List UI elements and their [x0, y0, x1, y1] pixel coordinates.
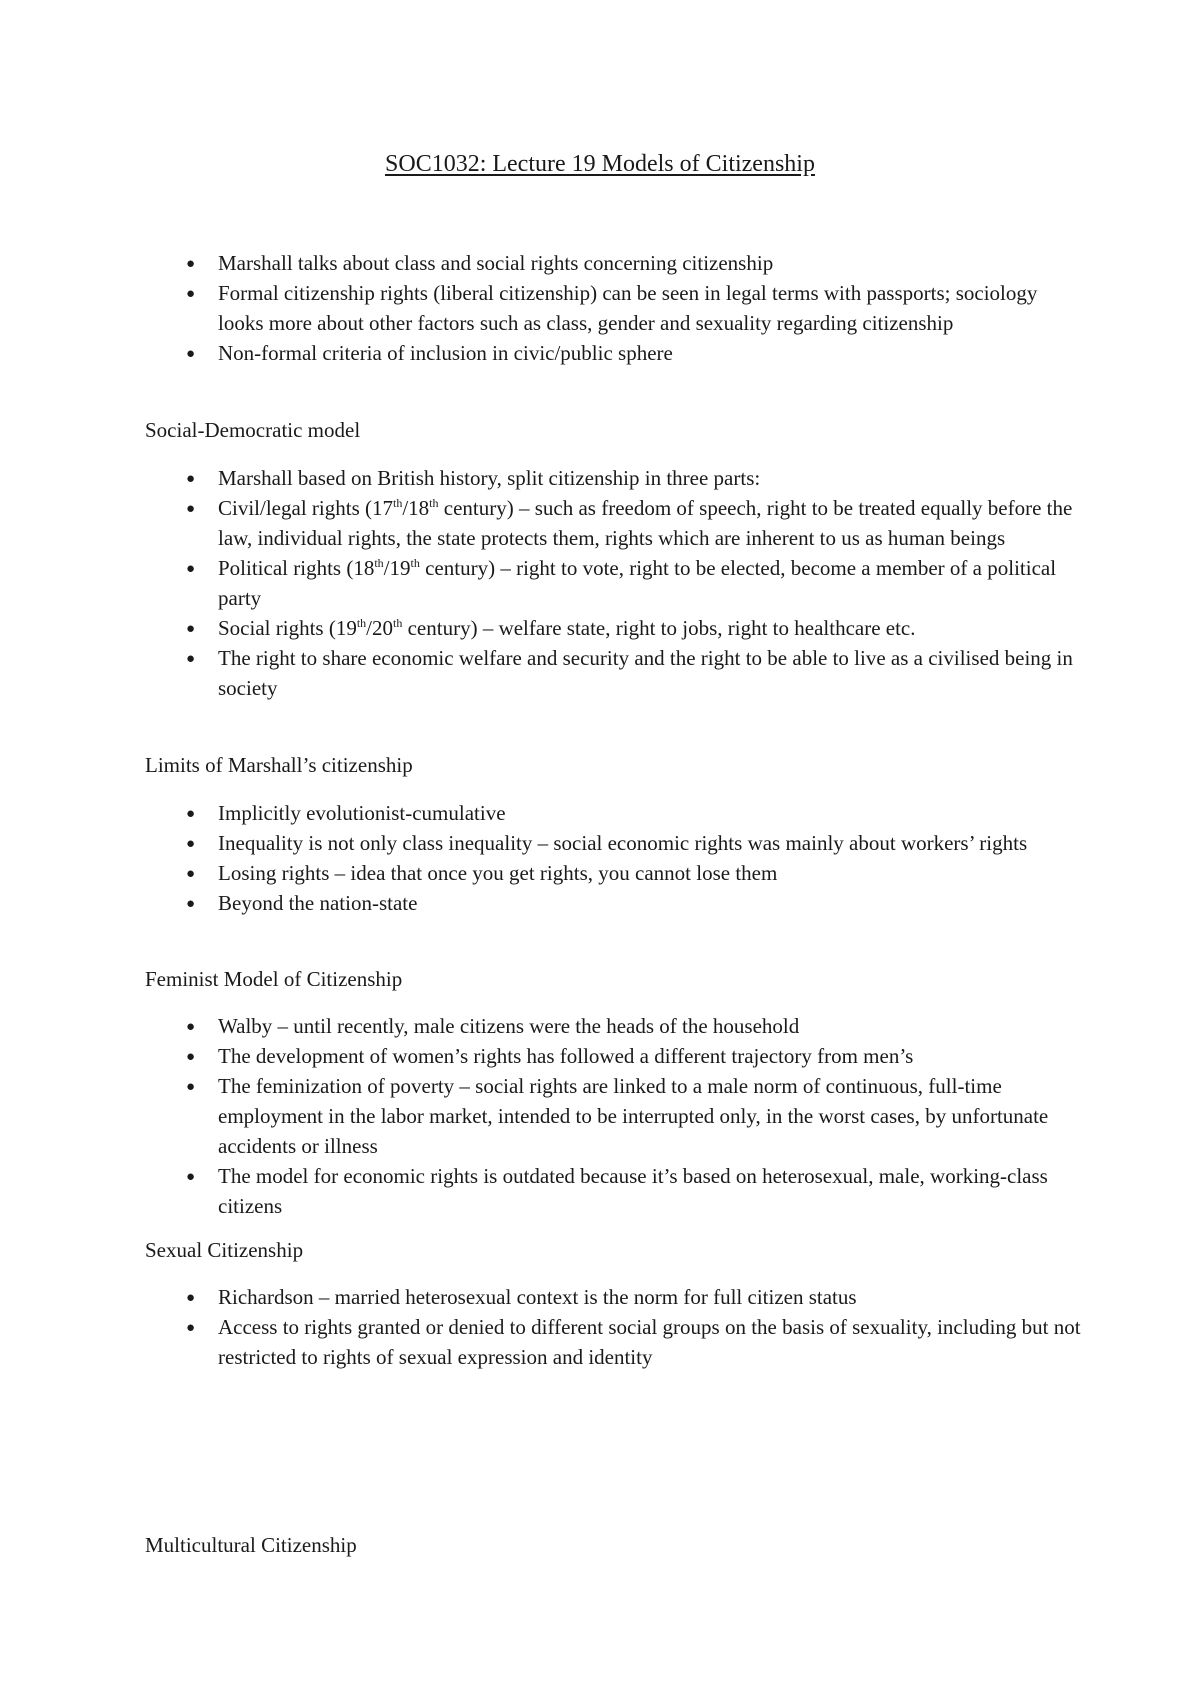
section-heading-limits: Limits of Marshall’s citizenship	[145, 753, 413, 777]
section-heading-social-democratic: Social-Democratic model	[145, 418, 361, 442]
list-item: ● The feminization of poverty – social rights are linked to a male norm of continuous, full-time employment in the labor market, intended to be interrupted only, in the worst cases, by unfortunate accidents or illness	[186, 1074, 1049, 1158]
bullet-icon: ●	[186, 1019, 196, 1035]
list-item: ● Non-formal criteria of inclusion in civic/public sphere	[186, 341, 673, 365]
bullet-icon: ●	[186, 1079, 196, 1095]
section-heading-multicultural: Multicultural Citizenship	[145, 1533, 357, 1557]
section-heading-feminist: Feminist Model of Citizenship	[145, 967, 403, 991]
bullet-icon: ●	[186, 256, 196, 272]
list-item: ● The right to share economic welfare and security and the right to be able to live as a civilised being in society	[186, 646, 1073, 700]
list-item: ● Beyond the nation-state	[186, 891, 418, 915]
feminist-list	[145, 1011, 1085, 1221]
page-title: SOC1032: Lecture 19 Models of Citizenship	[385, 151, 815, 177]
bullet-icon: ●	[186, 806, 196, 822]
list-item: ● Walby – until recently, male citizens were the heads of the household	[186, 1014, 800, 1038]
list-item: ● Formal citizenship rights (liberal citizenship) can be seen in legal terms with passports; sociology looks more about other factors such as class, gender and sexuality regarding citizenship	[186, 281, 1038, 335]
limits-list	[145, 798, 1085, 918]
list-item: ● Marshall based on British history, split citizenship in three parts:	[186, 466, 761, 490]
bullet-icon: ●	[186, 1169, 196, 1185]
list-item: ● Marshall talks about class and social rights concerning citizenship	[186, 251, 774, 275]
list-item: ● The model for economic rights is outdated because it’s based on heterosexual, male, working-class citizens	[186, 1164, 1048, 1218]
list-item: ● Richardson – married heterosexual context is the norm for full citizen status	[186, 1285, 857, 1309]
list-item: ● Civil/legal rights (17th/18th century) – such as freedom of speech, right to be treated equally before the law, individual rights, the state protects them, rights which are inherent to us as human beings	[186, 496, 1073, 550]
bullet-icon: ●	[186, 346, 196, 362]
list-item: ● The development of women’s rights has followed a different trajectory from men’s	[186, 1044, 914, 1068]
bullet-icon: ●	[186, 501, 196, 517]
social-democratic-list	[145, 463, 1085, 703]
bullet-icon: ●	[186, 561, 196, 577]
intro-list	[145, 248, 1085, 368]
list-item: ● Implicitly evolutionist-cumulative	[186, 801, 506, 825]
bullet-icon: ●	[186, 866, 196, 882]
list-item: ● Social rights (19th/20th century) – welfare state, right to jobs, right to healthcare etc.	[186, 616, 916, 640]
bullet-icon: ●	[186, 621, 196, 637]
sexual-list	[145, 1282, 1085, 1372]
bullet-icon: ●	[186, 1320, 196, 1336]
list-item: ● Access to rights granted or denied to different social groups on the basis of sexuality, including but not restricted to rights of sexual expression and identity	[186, 1315, 1081, 1369]
list-item: ● Inequality is not only class inequality – social economic rights was mainly about workers’ rights	[186, 831, 1028, 855]
list-item: ● Losing rights – idea that once you get rights, you cannot lose them	[186, 861, 778, 885]
bullet-icon: ●	[186, 471, 196, 487]
bullet-icon: ●	[186, 1049, 196, 1065]
bullet-icon: ●	[186, 286, 196, 302]
section-heading-sexual: Sexual Citizenship	[145, 1238, 304, 1262]
bullet-icon: ●	[186, 896, 196, 912]
list-item: ● Political rights (18th/19th century) – right to vote, right to be elected, become a member of a political party	[186, 556, 1057, 610]
bullet-icon: ●	[186, 1290, 196, 1306]
bullet-icon: ●	[186, 651, 196, 667]
bullet-icon: ●	[186, 836, 196, 852]
